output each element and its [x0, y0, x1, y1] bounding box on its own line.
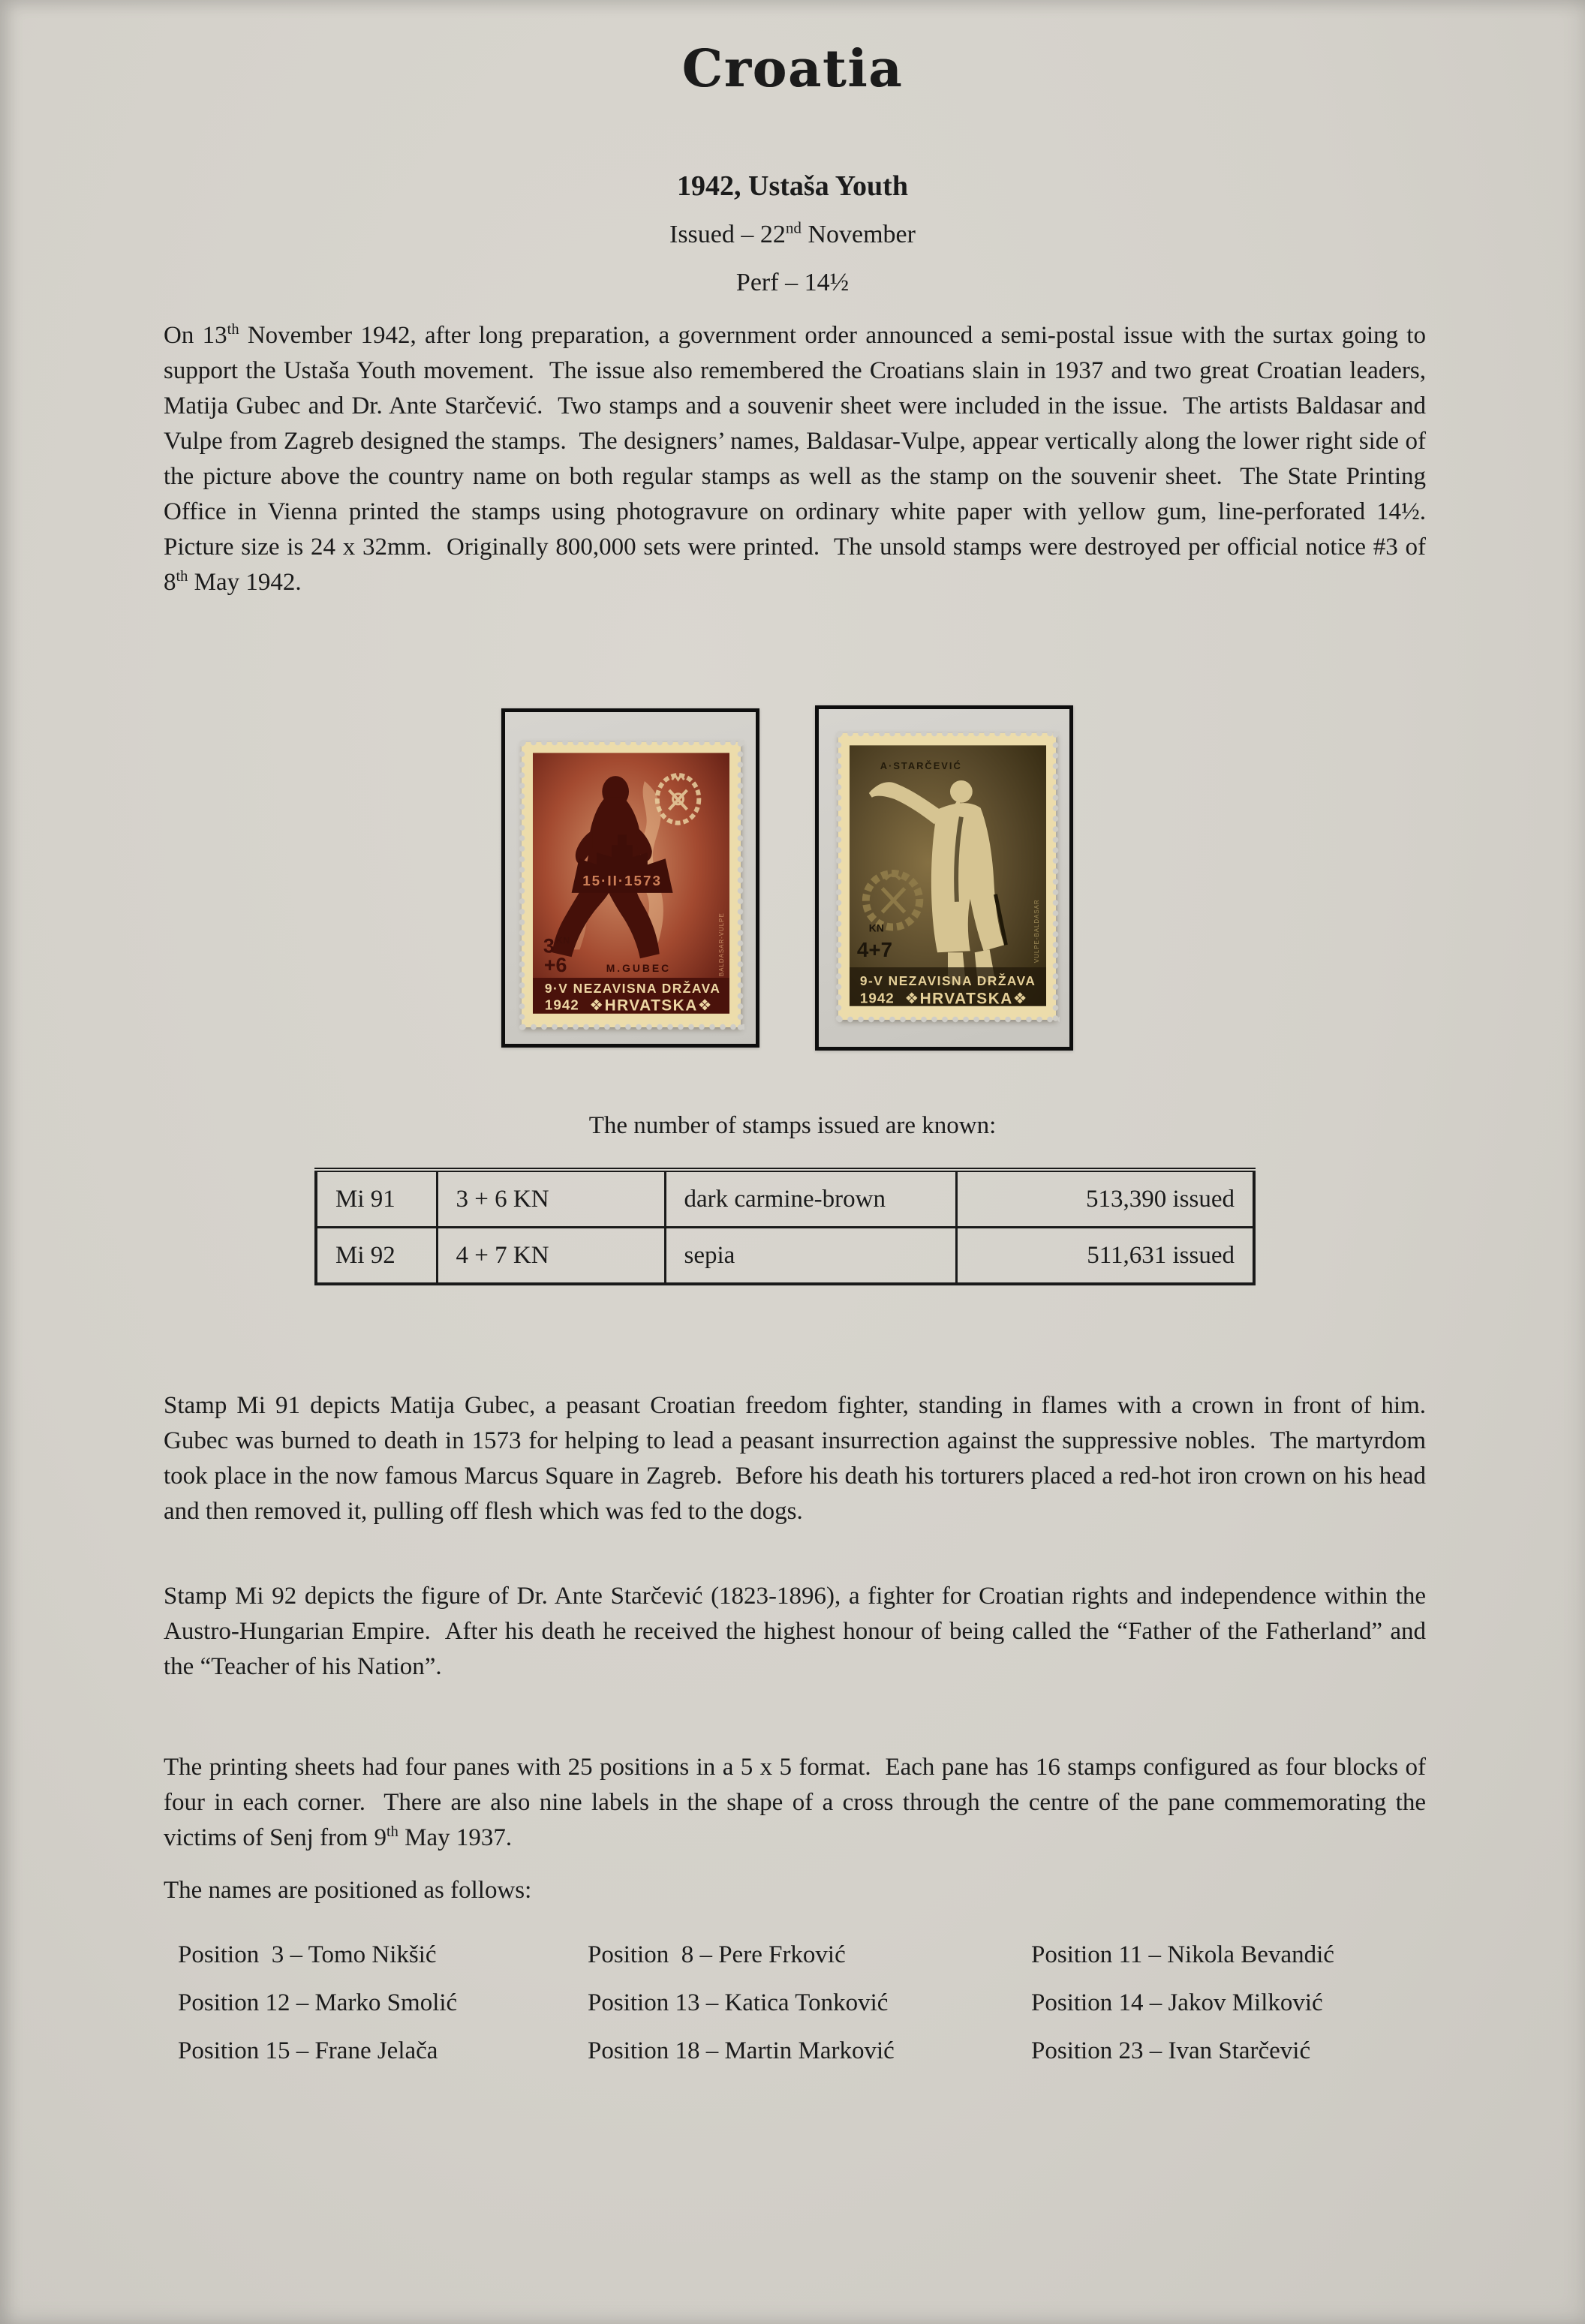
country-band-text	[545, 981, 721, 1015]
designer-credit: BALDASAR-VULPE	[718, 912, 726, 977]
position-entry: Position 15 – Frane Jelača	[178, 2037, 438, 2064]
stamp-mount-mi92	[815, 705, 1073, 1051]
position-entry: Position 11 – Nikola Bevandić	[1031, 1941, 1334, 1968]
position-entry: Position 23 – Ivan Starčević	[1031, 2037, 1311, 2064]
svg-text:❖HRVATSKA❖: ❖HRVATSKA❖	[589, 997, 713, 1015]
svg-text:4+7: 4+7	[856, 938, 893, 962]
positions-intro: The names are positioned as follows:	[164, 1877, 532, 1904]
stamp-mi92	[838, 733, 1056, 1020]
svg-text:1942: 1942	[859, 990, 895, 1006]
svg-text:KN: KN	[868, 921, 884, 934]
perforation-edge	[518, 1023, 744, 1031]
table-row	[316, 1170, 1254, 1228]
position-entry: Position 12 – Marko Smolić	[178, 1989, 458, 2016]
starcevic-caption: A·STARČEVIĆ	[880, 760, 962, 772]
stamp-mount-mi91	[501, 708, 759, 1048]
svg-text:9·V NEZAVISNA DRŽAVA: 9·V NEZAVISNA DRŽAVA	[544, 980, 721, 996]
mi91-paragraph: Stamp Mi 91 depicts Matija Gubec, a peasant Croatian freedom fighter, standing in flames with a crown in front of him. Gubec was burned to death in 1573 for helping to lead a peasant insurrection against the suppressive nobles. The martyrdom took place in the now famous Marcus Square in Zagreb. Before his death his torturers placed a red-hot iron crown on his head and then removed it, pulling off flesh which was fed to the dogs.	[164, 1392, 1439, 1525]
svg-text:+6: +6	[543, 954, 567, 977]
page-title: Croatia	[681, 39, 904, 99]
catalog-number: Mi 92	[316, 1228, 437, 1285]
positions-list	[178, 1939, 1334, 2067]
perforation-edge	[518, 738, 526, 1031]
stamp-mi92-picture	[850, 744, 1046, 1007]
printing-sheets-paragraph: The printing sheets had four panes with 25 positions in a 5 x 5 format. Each pane has 16 stamps configured as four blocks of four in each corner. There are also nine labels in the shape of a cross through the centre of the pane commemorating the victims of Senj from 9th May 1937.	[164, 1754, 1433, 1851]
issue-heading: 1942, Ustaša Youth	[677, 170, 908, 202]
perforation-edge	[518, 738, 744, 747]
crown-date-text: 15·II·1573	[582, 872, 662, 888]
issue-table	[314, 1168, 1256, 1285]
position-entry: Position 13 – Katica Tonković	[588, 1989, 889, 2016]
issued-date-line: Issued – 22nd November	[669, 218, 916, 248]
catalog-number: Mi 91	[316, 1170, 437, 1228]
stamp-color: sepia	[665, 1228, 956, 1285]
quantity-issued: 511,631 issued	[956, 1228, 1254, 1285]
issue-table-caption: The number of stamps issued are known:	[588, 1112, 997, 1139]
quantity-issued: 513,390 issued	[956, 1170, 1254, 1228]
svg-text:KN: KN	[555, 934, 570, 946]
gubec-caption: M.GUBEC	[606, 962, 672, 975]
perforation-line: Perf – 14½	[735, 269, 850, 296]
position-entry: Position 14 – Jakov Milković	[1031, 1989, 1323, 2016]
stamp-mi91	[522, 742, 741, 1027]
mi92-paragraph: Stamp Mi 92 depicts the figure of Dr. Ante Starčević (1823-1896), a fighter for Croatian rights and independence within the Austro-Hungarian Empire. After his death he received the highest honour of being called the “Father of the Fatherland” and the “Teacher of his Nation”.	[164, 1583, 1433, 1680]
perforation-edge	[1051, 729, 1060, 1024]
stamp-mi91-picture	[533, 752, 729, 1015]
denomination: 3 + 6 KN	[437, 1170, 665, 1228]
table-row	[316, 1228, 1254, 1285]
perforation-edge	[835, 729, 1060, 738]
perforation-edge	[835, 1015, 1060, 1024]
position-entry: Position 18 – Martin Marković	[588, 2037, 895, 2064]
svg-text:1942: 1942	[544, 997, 579, 1013]
svg-text:❖HRVATSKA❖: ❖HRVATSKA❖	[904, 990, 1028, 1007]
denomination-mi91	[543, 934, 570, 976]
country-band-text	[860, 973, 1036, 1007]
perforation-edge	[835, 729, 843, 1024]
svg-text:3: 3	[543, 934, 555, 958]
svg-text:9-V NEZAVISNA DRŽAVA: 9-V NEZAVISNA DRŽAVA	[859, 973, 1036, 988]
intro-paragraph: On 13th November 1942, after long preparation, a government order announced a semi-postal issue with the surtax going to support the Ustaša Youth movement. The issue also remembered the Croatians slain in 1937 and two great Croatian leaders, Matija Gubec and Dr. Ante Starčević. Two stamps and a souvenir sheet were included in the issue. The artists Baldasar and Vulpe from Zagreb designed the stamps. The designers’ names, Baldasar-Vulpe, appear vertically along the lower right side of the picture above the country name on both regular stamps as well as the stamp on the souvenir sheet. The State Printing Office in Vienna printed the stamps using photogravure on ordinary white paper with yellow gum, line-perforated 14½. Picture size is 24 x 32mm. Originally 800,000 sets were printed. The unsold stamps were destroyed per official notice #3 of 8th May 1942.	[164, 321, 1439, 596]
denomination: 4 + 7 KN	[437, 1228, 665, 1285]
designer-credit: VULPE-BALDASAR	[1033, 899, 1041, 964]
position-entry: Position 3 – Tomo Nikšić	[178, 1941, 437, 1968]
perforation-edge	[736, 738, 744, 1031]
stamp-color: dark carmine-brown	[665, 1170, 956, 1228]
position-entry: Position 8 – Pere Frković	[588, 1941, 846, 1968]
